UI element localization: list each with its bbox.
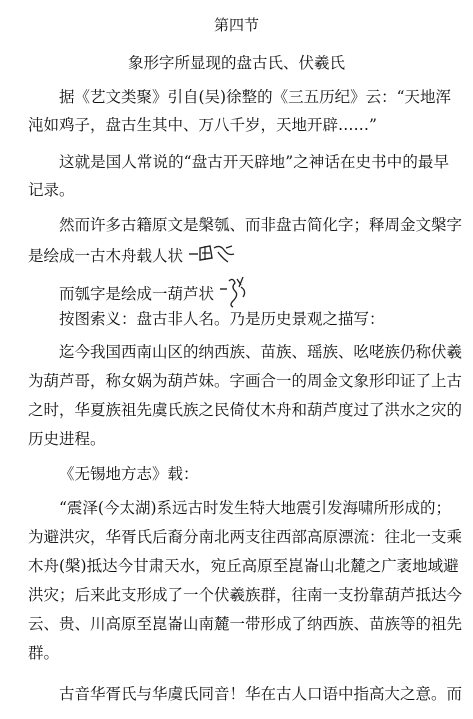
paragraph-line: 这就是国人常说的“盘古开天辟地”之神话在史书中的最早	[59, 153, 449, 171]
paragraph-line: 按图索义：盘古非人名。乃是历史景观之描写：	[59, 310, 385, 328]
paragraph-line: “震泽(今太湖)系远古时发生特大地震引发海啸所形成的；	[59, 499, 452, 517]
paragraph-line: 群。	[28, 644, 60, 662]
paragraph-line: 木舟(槃)抵达今甘肃天水，宛丘高原至崑崙山北麓之广袤地域避	[28, 557, 459, 575]
paragraph-text: 是绘成一古木舟载人状	[28, 247, 184, 265]
paragraph-line	[28, 242, 449, 272]
paragraph-line: 《无锡地方志》载：	[59, 465, 199, 483]
paragraph-line: 云、贵、川高原至崑崙山南麓一带形成了纳西族、苗族等的祖先	[28, 615, 463, 633]
section-subtitle: 象形字所显现的盘古氏、伏羲氏	[127, 54, 345, 72]
paragraph-line: 记录。	[28, 181, 75, 199]
paragraph-line: 古音华胥氏与华虞氏同音！华在古人口语中指高大之意。而	[59, 685, 463, 703]
paragraph-line: 为葫芦哥，称女娲为葫芦妹。字画合一的周金文象形印证了上古	[28, 372, 463, 390]
paragraph-line: 之时，华夏族祖先虞氏族之民倚仗木舟和葫芦度过了洪水之灾的	[28, 401, 463, 419]
paragraph-line: 洪灾；后来此支形成了一个伏羲族群，往南一支扮靠葫芦抵达今	[28, 586, 463, 604]
paragraph-line: 迄今我国西南山区的纳西族、苗族、瑶族、吆咾族仍称伏羲	[59, 343, 463, 361]
section-title: 第四节	[213, 16, 259, 34]
paragraph-line: 历史进程。	[28, 430, 106, 448]
paragraph-line: 为避洪灾，华胥氏后裔分南北两支往西部高原漂流：往北一支乘	[28, 528, 463, 546]
paragraph-text: 而瓠字是绘成一葫芦状	[59, 285, 215, 303]
paragraph-line: 然而许多古籍原文是槃瓠、而非盘古简化字；释周金文槃字	[59, 216, 463, 234]
paragraph-line: 据《艺文类聚》引自(吴)徐整的《三五历纪》云：“天地浑	[59, 88, 452, 106]
bronze-pan-boat-glyph-icon	[188, 242, 240, 272]
paragraph-line: 沌如鸡子，盘古生其中、万八千岁，天地开辟……”	[28, 116, 377, 134]
